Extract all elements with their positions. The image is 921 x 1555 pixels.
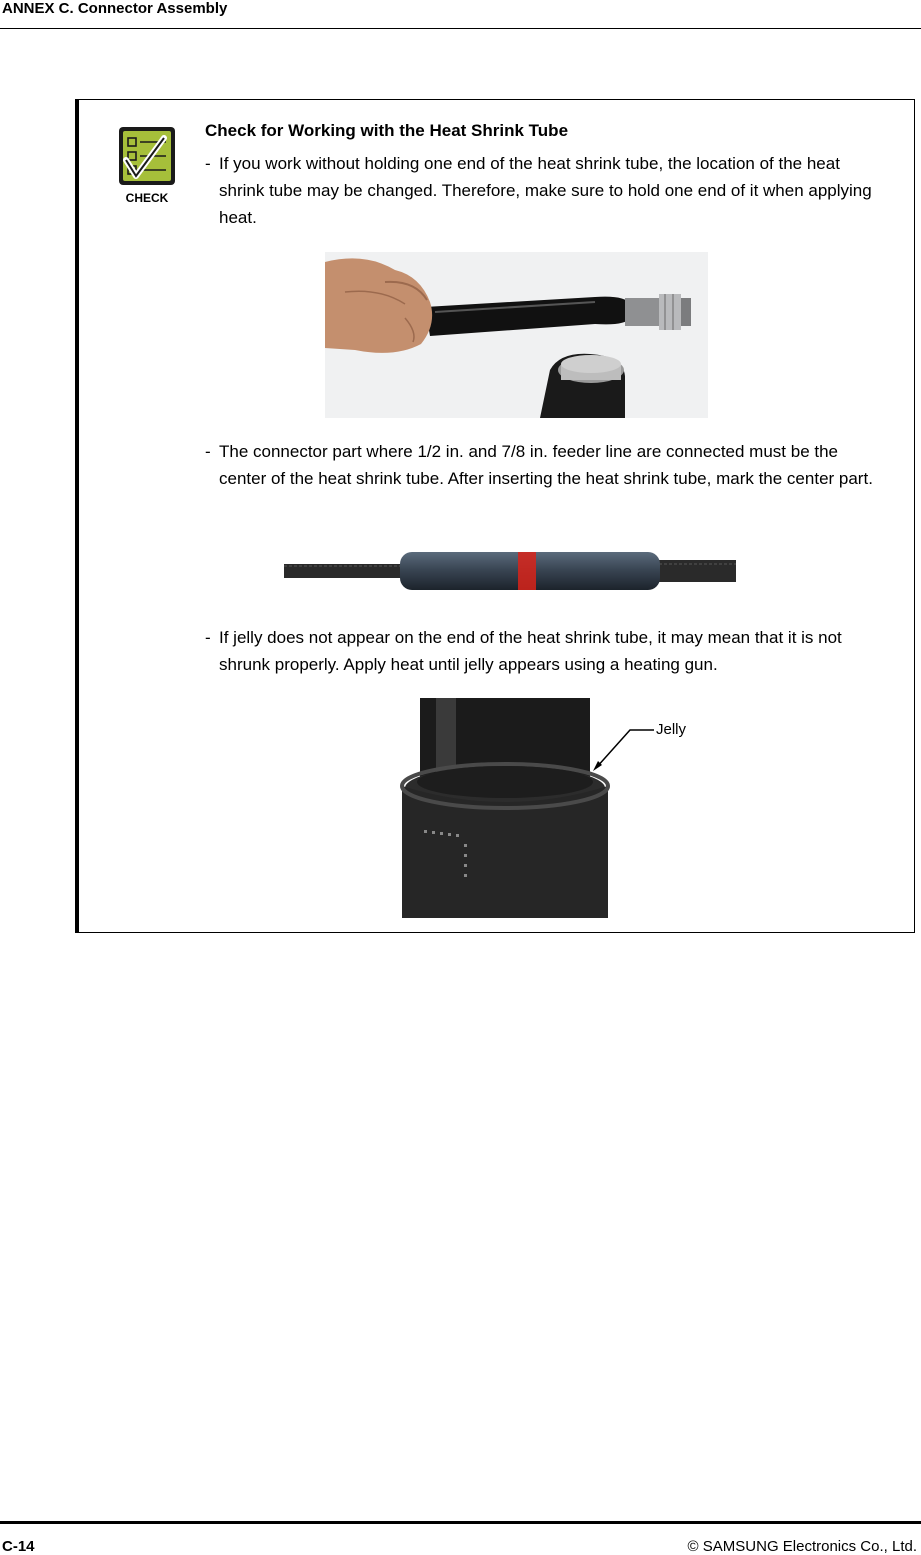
- jelly-callout-arrow: [590, 724, 656, 772]
- bullet-dash: -: [205, 442, 211, 461]
- copyright-text: © SAMSUNG Electronics Co., Ltd.: [687, 1538, 917, 1555]
- marked-center-heat-shrink-tube-photo: [284, 540, 736, 608]
- check-icon-label: CHECK: [125, 191, 169, 205]
- check-item-text: The connector part where 1/2 in. and 7/8 in. feeder line are connected must be the center of the heat shrink tube. After inserting the heat shrink tube, mark the center part.: [219, 442, 873, 488]
- check-item-text: If you work without holding one end of the heat shrink tube, the location of the heat shrink tube may be changed. Therefore, make sure to hold one end of it when applying heat.: [219, 154, 872, 227]
- jelly-callout-label: Jelly: [656, 721, 687, 738]
- hand-holding-heat-shrink-tube-photo: [325, 252, 708, 418]
- page-footer: [0, 1521, 921, 1555]
- check-item-1: [205, 150, 885, 231]
- header-title: ANNEX C. Connector Assembly: [2, 0, 228, 17]
- check-item-2: [205, 438, 885, 492]
- check-title: Check for Working with the Heat Shrink Tube: [205, 121, 569, 140]
- page-number: C-14: [2, 1538, 35, 1555]
- bullet-dash: -: [205, 154, 211, 173]
- check-item-3: [205, 624, 885, 678]
- check-item-text: If jelly does not appear on the end of the heat shrink tube, it may mean that it is not shrunk properly. Apply heat until jelly appears using a heating gun.: [219, 628, 842, 674]
- page-header: [0, 0, 921, 29]
- bullet-dash: -: [205, 628, 211, 647]
- check-icon: [118, 126, 176, 206]
